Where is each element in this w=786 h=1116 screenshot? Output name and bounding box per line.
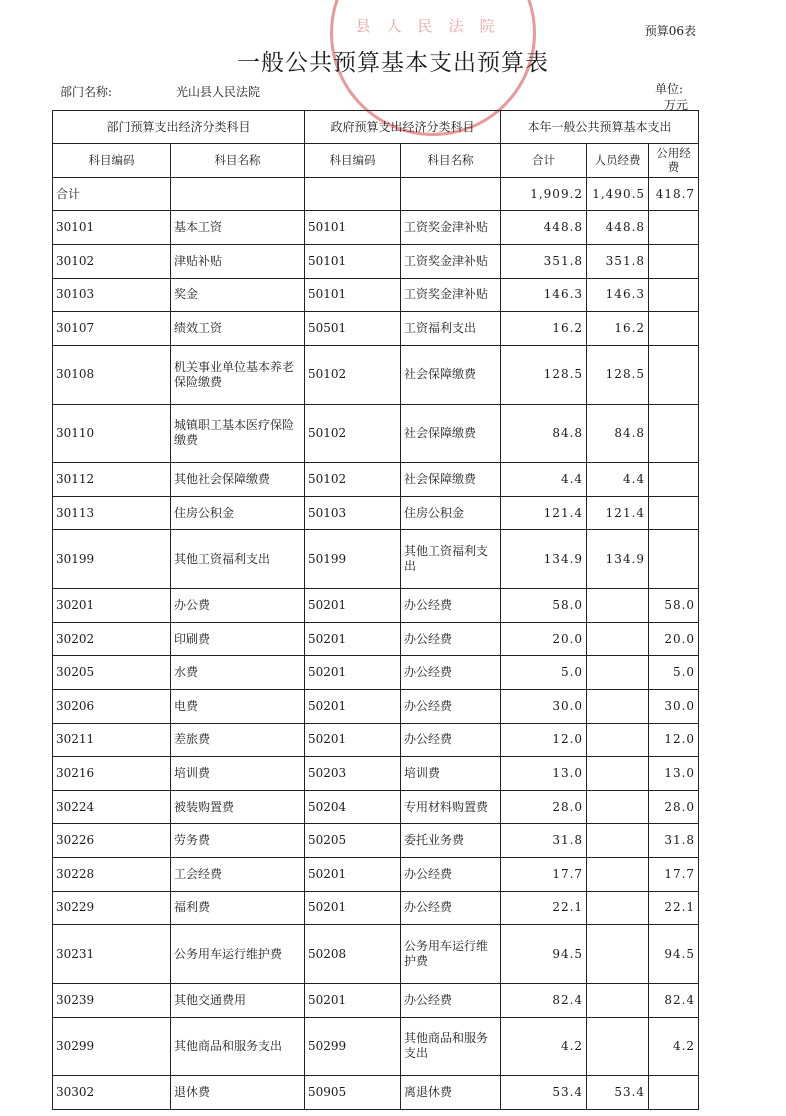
public-cell: [649, 404, 699, 463]
dept-code-cell: 30226: [53, 824, 171, 858]
dept-code-cell: 30302: [53, 1076, 171, 1110]
dept-name-cell: 城镇职工基本医疗保险缴费: [171, 404, 305, 463]
col-header-public: 公用经费: [649, 144, 699, 178]
gov-name-cell: 工资奖金津补贴: [401, 244, 501, 278]
dept-name-cell: 福利费: [171, 891, 305, 925]
table-row: [53, 496, 699, 530]
personnel-cell: [587, 858, 649, 892]
dept-code-cell: 30113: [53, 496, 171, 530]
col-header-total: 合计: [501, 144, 587, 178]
table-row: [53, 345, 699, 404]
dept-name-cell: 退休费: [171, 1076, 305, 1110]
dept-name-cell: 公务用车运行维护费: [171, 925, 305, 984]
dept-code-cell: 30224: [53, 790, 171, 824]
total-cell: 16.2: [501, 312, 587, 346]
dept-code-cell: 30107: [53, 312, 171, 346]
department-label: 部门名称:: [60, 85, 113, 99]
gov-name-cell: 办公经费: [401, 983, 501, 1017]
personnel-cell: [587, 983, 649, 1017]
personnel-cell: 448.8: [587, 211, 649, 245]
table-row: [53, 211, 699, 245]
table-row: [53, 278, 699, 312]
page-title: 一般公共预算基本支出预算表: [237, 50, 549, 76]
personnel-cell: 351.8: [587, 244, 649, 278]
total-public: 418.7: [649, 177, 699, 211]
gov-code-cell: 50201: [305, 690, 401, 724]
total-personnel: 1,490.5: [587, 177, 649, 211]
gov-name-cell: 办公经费: [401, 858, 501, 892]
gov-name-cell: 住房公积金: [401, 496, 501, 530]
dept-name-cell: 水费: [171, 656, 305, 690]
public-cell: 20.0: [649, 622, 699, 656]
personnel-cell: [587, 757, 649, 791]
total-cell: 28.0: [501, 790, 587, 824]
sub-header-row: [53, 144, 699, 178]
gov-name-cell: 专用材料购置费: [401, 790, 501, 824]
gov-name-cell: 办公经费: [401, 589, 501, 623]
dept-name-cell: 其他社会保障缴费: [171, 463, 305, 497]
public-cell: [649, 312, 699, 346]
col-header-personnel: 人员经费: [587, 144, 649, 178]
gov-name-cell: 其他商品和服务支出: [401, 1017, 501, 1076]
gov-code-cell: 50201: [305, 858, 401, 892]
gov-code-cell: 50905: [305, 1076, 401, 1110]
personnel-cell: [587, 690, 649, 724]
table-row: [53, 244, 699, 278]
gov-code-cell: 50201: [305, 891, 401, 925]
total-cell: 58.0: [501, 589, 587, 623]
dept-code-cell: 30202: [53, 622, 171, 656]
table-row: [53, 1017, 699, 1076]
total-cell: 31.8: [501, 824, 587, 858]
total-row: [53, 177, 699, 211]
table-row: [53, 622, 699, 656]
group-header-gov: 政府预算支出经济分类科目: [305, 111, 501, 144]
public-cell: 94.5: [649, 925, 699, 984]
dept-code-cell: 30229: [53, 891, 171, 925]
col-header-dept-code: 科目编码: [53, 144, 171, 178]
total-cell: 20.0: [501, 622, 587, 656]
personnel-cell: 16.2: [587, 312, 649, 346]
dept-name-cell: 奖金: [171, 278, 305, 312]
personnel-cell: [587, 622, 649, 656]
gov-code-cell: 50103: [305, 496, 401, 530]
table-row: [53, 891, 699, 925]
dept-code-cell: 30299: [53, 1017, 171, 1076]
personnel-cell: [587, 723, 649, 757]
dept-code-cell: 30239: [53, 983, 171, 1017]
table-row: [53, 723, 699, 757]
table-row: [53, 690, 699, 724]
dept-name-cell: 印刷费: [171, 622, 305, 656]
personnel-cell: [587, 589, 649, 623]
gov-code-cell: 50201: [305, 723, 401, 757]
dept-name-cell: 电费: [171, 690, 305, 724]
public-cell: [649, 345, 699, 404]
personnel-cell: [587, 824, 649, 858]
public-cell: [649, 1076, 699, 1110]
gov-code-cell: 50101: [305, 244, 401, 278]
total-cell: 84.8: [501, 404, 587, 463]
dept-name-cell: 培训费: [171, 757, 305, 791]
total-cell: 448.8: [501, 211, 587, 245]
total-cell: 12.0: [501, 723, 587, 757]
total-cell: 13.0: [501, 757, 587, 791]
total-label: 合计: [53, 177, 171, 211]
table-row: [53, 589, 699, 623]
public-cell: 13.0: [649, 757, 699, 791]
public-cell: [649, 244, 699, 278]
gov-code-cell: 50205: [305, 824, 401, 858]
gov-name-cell: 工资奖金津补贴: [401, 278, 501, 312]
table-row: [53, 858, 699, 892]
dept-name-cell: 劳务费: [171, 824, 305, 858]
total-cell: 351.8: [501, 244, 587, 278]
total-cell: 4.2: [501, 1017, 587, 1076]
total-cell: 146.3: [501, 278, 587, 312]
table-row: [53, 925, 699, 984]
personnel-cell: 84.8: [587, 404, 649, 463]
table-row: [53, 824, 699, 858]
total-cell: 5.0: [501, 656, 587, 690]
dept-code-cell: 30103: [53, 278, 171, 312]
table-row: [53, 530, 699, 589]
dept-name-cell: 其他工资福利支出: [171, 530, 305, 589]
personnel-cell: 134.9: [587, 530, 649, 589]
gov-name-cell: 办公经费: [401, 723, 501, 757]
public-cell: [649, 496, 699, 530]
dept-code-cell: 30231: [53, 925, 171, 984]
public-cell: [649, 530, 699, 589]
gov-name-cell: 社会保障缴费: [401, 345, 501, 404]
personnel-cell: 121.4: [587, 496, 649, 530]
total-cell: 94.5: [501, 925, 587, 984]
gov-code-cell: 50299: [305, 1017, 401, 1076]
table-row: [53, 1076, 699, 1110]
gov-code-cell: 50203: [305, 757, 401, 791]
gov-code-cell: 50102: [305, 404, 401, 463]
total-cell: 4.4: [501, 463, 587, 497]
unit-value: 万元: [664, 98, 689, 112]
public-cell: 82.4: [649, 983, 699, 1017]
gov-name-cell: 公务用车运行维护费: [401, 925, 501, 984]
gov-name-cell: 委托业务费: [401, 824, 501, 858]
dept-name-cell: 住房公积金: [171, 496, 305, 530]
col-header-gov-name: 科目名称: [401, 144, 501, 178]
form-code: 预算06表: [644, 24, 696, 38]
gov-name-cell: 其他工资福利支出: [401, 530, 501, 589]
personnel-cell: [587, 790, 649, 824]
total-cell: 17.7: [501, 858, 587, 892]
public-cell: 30.0: [649, 690, 699, 724]
dept-name-cell: 津贴补贴: [171, 244, 305, 278]
dept-code-cell: 30228: [53, 858, 171, 892]
dept-name-cell: 工会经费: [171, 858, 305, 892]
gov-code-cell: 50102: [305, 345, 401, 404]
group-header-row: [53, 111, 699, 144]
gov-code-cell: 50101: [305, 211, 401, 245]
dept-code-cell: 30211: [53, 723, 171, 757]
public-cell: [649, 463, 699, 497]
total-cell: 30.0: [501, 690, 587, 724]
dept-code-cell: 30216: [53, 757, 171, 791]
dept-name-cell: 办公费: [171, 589, 305, 623]
table-row: [53, 757, 699, 791]
personnel-cell: 146.3: [587, 278, 649, 312]
gov-code-cell: 50102: [305, 463, 401, 497]
table-row: [53, 656, 699, 690]
dept-code-cell: 30206: [53, 690, 171, 724]
gov-name-cell: 培训费: [401, 757, 501, 791]
total-cell: 82.4: [501, 983, 587, 1017]
col-header-dept-name: 科目名称: [171, 144, 305, 178]
dept-name-cell: 绩效工资: [171, 312, 305, 346]
dept-name-cell: 机关事业单位基本养老保险缴费: [171, 345, 305, 404]
table-row: [53, 404, 699, 463]
public-cell: 28.0: [649, 790, 699, 824]
dept-name-cell: 其他交通费用: [171, 983, 305, 1017]
public-cell: 31.8: [649, 824, 699, 858]
table-row: [53, 312, 699, 346]
public-cell: 12.0: [649, 723, 699, 757]
total-cell: 134.9: [501, 530, 587, 589]
gov-code-cell: 50199: [305, 530, 401, 589]
dept-code-cell: 30112: [53, 463, 171, 497]
personnel-cell: [587, 925, 649, 984]
total-cell: 22.1: [501, 891, 587, 925]
col-header-gov-code: 科目编码: [305, 144, 401, 178]
group-header-current-year: 本年一般公共预算基本支出: [501, 111, 699, 144]
gov-name-cell: 离退休费: [401, 1076, 501, 1110]
gov-name-cell: 社会保障缴费: [401, 463, 501, 497]
dept-name-cell: 被装购置费: [171, 790, 305, 824]
table-row: [53, 463, 699, 497]
public-cell: [649, 211, 699, 245]
dept-code-cell: 30201: [53, 589, 171, 623]
gov-code-cell: 50201: [305, 622, 401, 656]
dept-code-cell: 30205: [53, 656, 171, 690]
total-cell: 53.4: [501, 1076, 587, 1110]
budget-table: [52, 110, 699, 1110]
dept-name-cell: 其他商品和服务支出: [171, 1017, 305, 1076]
unit-label: 单位:: [655, 82, 684, 96]
public-cell: 5.0: [649, 656, 699, 690]
dept-code-cell: 30108: [53, 345, 171, 404]
personnel-cell: 4.4: [587, 463, 649, 497]
gov-name-cell: 办公经费: [401, 656, 501, 690]
dept-code-cell: 30102: [53, 244, 171, 278]
total-amount: 1,909.2: [501, 177, 587, 211]
seal-text: 县人民法院: [355, 17, 511, 35]
gov-name-cell: 办公经费: [401, 622, 501, 656]
public-cell: 17.7: [649, 858, 699, 892]
group-header-dept: 部门预算支出经济分类科目: [53, 111, 305, 144]
gov-name-cell: 工资福利支出: [401, 312, 501, 346]
gov-code-cell: 50208: [305, 925, 401, 984]
public-cell: [649, 278, 699, 312]
gov-code-cell: 50204: [305, 790, 401, 824]
gov-name-cell: 工资奖金津补贴: [401, 211, 501, 245]
department-name: 光山县人民法院: [176, 85, 261, 99]
gov-code-cell: 50201: [305, 656, 401, 690]
gov-name-cell: 办公经费: [401, 891, 501, 925]
gov-code-cell: 50501: [305, 312, 401, 346]
dept-name-cell: 基本工资: [171, 211, 305, 245]
personnel-cell: [587, 1017, 649, 1076]
personnel-cell: [587, 656, 649, 690]
gov-code-cell: 50201: [305, 983, 401, 1017]
total-cell: 121.4: [501, 496, 587, 530]
dept-code-cell: 30110: [53, 404, 171, 463]
public-cell: 22.1: [649, 891, 699, 925]
gov-name-cell: 社会保障缴费: [401, 404, 501, 463]
gov-name-cell: 办公经费: [401, 690, 501, 724]
dept-name-cell: 差旅费: [171, 723, 305, 757]
public-cell: 4.2: [649, 1017, 699, 1076]
dept-code-cell: 30101: [53, 211, 171, 245]
table-row: [53, 790, 699, 824]
gov-code-cell: 50101: [305, 278, 401, 312]
total-cell: 128.5: [501, 345, 587, 404]
table-row: [53, 983, 699, 1017]
public-cell: 58.0: [649, 589, 699, 623]
dept-code-cell: 30199: [53, 530, 171, 589]
gov-code-cell: 50201: [305, 589, 401, 623]
personnel-cell: 128.5: [587, 345, 649, 404]
personnel-cell: [587, 891, 649, 925]
personnel-cell: 53.4: [587, 1076, 649, 1110]
